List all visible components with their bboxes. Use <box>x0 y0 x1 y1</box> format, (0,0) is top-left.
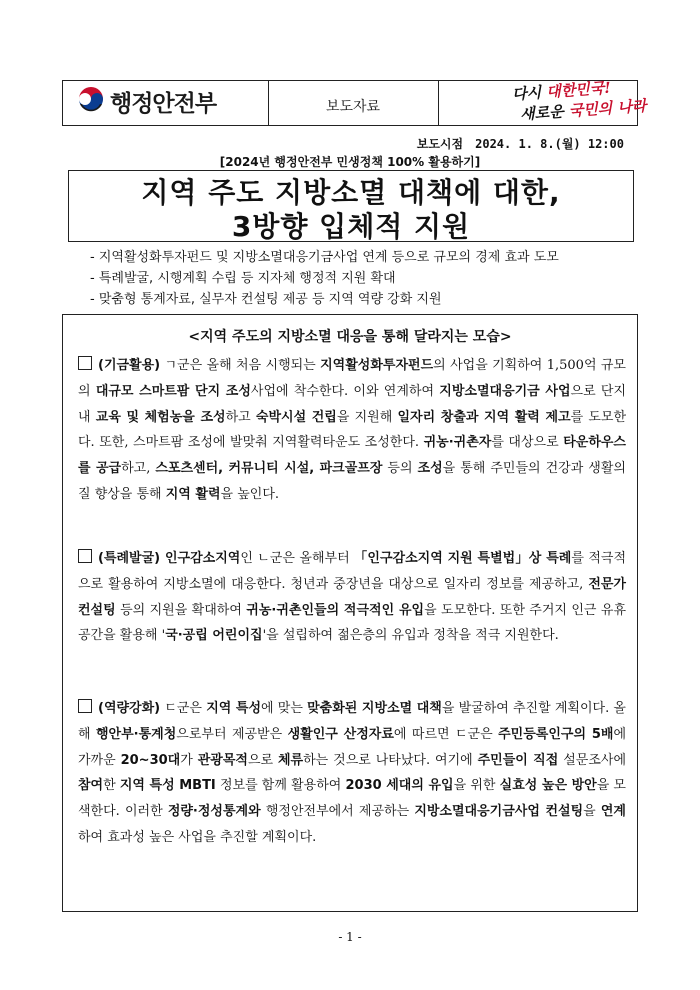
title-line-2: 3방향 입체적 지원 <box>231 210 471 243</box>
release-datetime: 2024. 1. 8.(월) 12:00 <box>475 137 624 151</box>
checkbox-icon <box>78 699 92 713</box>
section-heading: <지역 주도의 지방소멸 대응을 통해 달라지는 모습> <box>188 329 512 345</box>
page-number: - 1 - <box>338 930 362 944</box>
slogan-line-2: 새로운 국민의 나라 <box>519 96 647 124</box>
release-label: 보도시점 <box>416 137 464 151</box>
doc-type-label: 보도자료 <box>325 99 381 115</box>
title-line-1: 지역 주도 지방소멸 대책에 대한, <box>141 176 561 209</box>
slogan-line-1: 다시 대한민국! <box>511 78 612 104</box>
subtitle-item: - 지역활성화투자펀드 및 지방소멸대응기금사업 연계 등으로 규모의 경제 효과 도모 <box>90 250 559 265</box>
paragraph-fund: (기금활용) ㄱ군은 올해 처음 시행되는 지역활성화투자펀드의 사업을 기획하여 1,500억 규모의 대규모 스마트팜 단지 조성사업에 착수한다. 이와 연계하여 지방소멸대응기금 사업으로 단지 내 교육 및 체험농을 조성하고 숙박시설 건립을 지원해 일자리 창출과 지역 활력 제고를 도모한다. 또한, 스마트팜 조성에 발맞춰 지역활력타운도 조성한다. 귀농·귀촌자를 대상으로 타운하우스를 공급하고, 스포츠센터, 커뮤니티 시설, 파크골프장 등의 조성을 통해 주민들의 건강과 생활의 질 향상을 통해 지역 활력을 높인다. <box>78 358 627 502</box>
subtitle-item: - 특례발굴, 시행계획 수립 등 지자체 행정적 지원 확대 <box>90 271 396 286</box>
subtitle-item: - 맞춤형 통계자료, 실무자 컨설팅 제공 등 지역 역량 강화 지원 <box>90 292 442 307</box>
checkbox-icon <box>78 356 92 370</box>
paragraph-capacity: (역량강화) ㄷ군은 지역 특성에 맞는 맞춤화된 지방소멸 대책을 발굴하여 추진할 계획이다. 올해 행안부·통계청으로부터 제공받은 생활인구 산정자료에 따르면 ㄷ군은 주민등록인구의 5배에 가까운 20~30대가 관광목적으로 체류하는 것으로 나타났다. 여기에 주민들이 직접 설문조사에 참여한 지역 특성 MBTI 정보를 함께 활용하여 2030 세대의 유입을 위한 실효성 높은 방안을 모색한다. 이러한 정량·정성통계와 행정안전부에서 제공하는 지방소멸대응기금사업 컨설팅을 연계하여 효과성 높은 사업을 추진할 계획이다. <box>78 701 627 845</box>
government-emblem-icon <box>76 86 106 116</box>
checkbox-icon <box>78 549 92 563</box>
paragraph-special-cases: (특례발굴) 인구감소지역인 ㄴ군은 올해부터 「인구감소지역 지원 특별법」상 특례를 적극적으로 활용하여 지방소멸에 대응한다. 청년과 중장년을 대상으로 일자리 정보를 제공하고, 전문가 컨설팅 등의 지원을 확대하여 귀농·귀촌인들의 적극적인 유입을 도모한다. 또한 주거지 인근 유휴공간을 활용해 '국·공립 어린이집'을 설립하여 젊은층의 유입과 정착을 적극 지원한다. <box>78 551 626 644</box>
ministry-name: 행정안전부 <box>110 91 217 117</box>
header-divider <box>438 80 439 126</box>
series-tag: [2024년 행정안전부 민생정책 100% 활용하기] <box>219 155 481 169</box>
release-time <box>417 135 624 152</box>
